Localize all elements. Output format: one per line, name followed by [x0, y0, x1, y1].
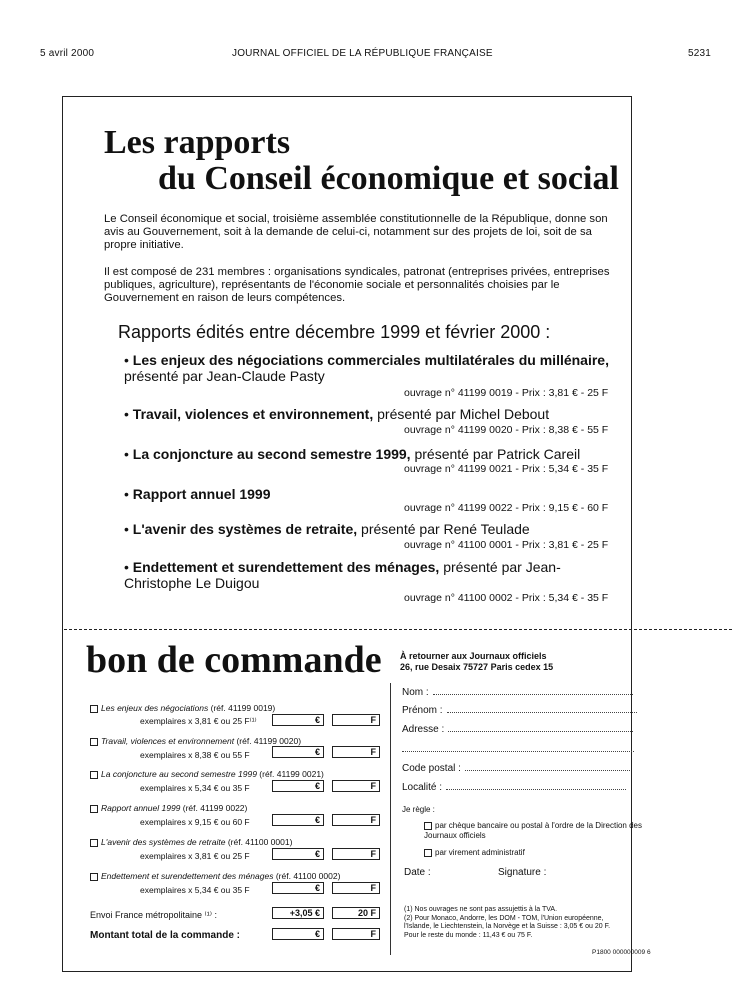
order-item-4[interactable]: Rapport annuel 1999 (réf. 41199 0022) — [90, 803, 247, 813]
checkbox[interactable] — [424, 822, 432, 830]
order-item-6[interactable]: Endettement et surendettement des ménages (réf. 41100 0002) — [90, 871, 340, 881]
postal-code-field[interactable]: Code postal : — [402, 763, 630, 774]
checkbox[interactable] — [424, 849, 432, 857]
report-item-4: • Rapport annuel 1999 — [124, 486, 271, 502]
checkbox[interactable] — [90, 771, 98, 779]
order-qty-label: exemplaires x 3,81 € ou 25 F — [140, 851, 250, 861]
address-line-2[interactable] — [402, 743, 634, 752]
shipping-euro: +3,05 € — [272, 907, 324, 919]
order-item-3[interactable]: La conjoncture au second semestre 1999 (réf. 41199 0021) — [90, 769, 324, 779]
amount-euro-field[interactable]: € — [272, 714, 324, 726]
checkbox[interactable] — [90, 805, 98, 813]
address-field[interactable]: Adresse : — [402, 724, 633, 735]
order-item-5[interactable]: L'avenir des systèmes de retraite (réf. 41100 0001) — [90, 837, 292, 847]
firstname-field[interactable]: Prénom : — [402, 705, 637, 716]
report-ref-4: ouvrage n° 41199 0022 - Prix : 9,15 € - 60 F — [404, 502, 609, 514]
header-page-number: 5231 — [688, 48, 712, 59]
report-presenter: présenté par Michel Debout — [373, 406, 550, 422]
order-form-title: bon de commande — [86, 639, 382, 681]
report-presenter: présenté par René Teulade — [357, 521, 530, 537]
order-qty-label: exemplaires x 5,34 € ou 35 F — [140, 885, 250, 895]
report-item-5: • L'avenir des systèmes de retraite, présenté par René Teulade — [124, 521, 530, 537]
intro-paragraph-2: Il est composé de 231 membres : organisations syndicales, patronat (entreprises privées, entreprises publiques, agriculture), représentants de l'économie sociale et personnalités choisies par le Gouvernement en raison de leurs compétences. — [104, 266, 610, 304]
order-item-1[interactable]: Les enjeux des négociations (réf. 41199 0019) — [90, 703, 275, 713]
report-ref-2: ouvrage n° 41199 0020 - Prix : 8,38 € - 55 F — [404, 424, 609, 436]
payment-cheque-option[interactable]: par chèque bancaire ou postal à l'ordre de la Direction des Journaux officiels — [424, 821, 642, 840]
amount-franc-field[interactable]: F — [332, 814, 380, 826]
return-address: À retourner aux Journaux officiels 26, rue Desaix 75727 Paris cedex 15 — [400, 651, 554, 672]
intro-paragraph-1: Le Conseil économique et social, troisième assemblée constitutionnelle de la République, donne son avis au Gouvernement, soit à la demande de celui-ci, notamment sur des projets de loi, soit de sa propre initiative. — [104, 213, 608, 251]
title-line-1: Les rapports — [104, 124, 291, 161]
report-presenter: présenté par Jean-Claude Pasty — [124, 368, 325, 384]
amount-euro-field[interactable]: € — [272, 814, 324, 826]
title-line-2: du Conseil économique et social — [158, 160, 619, 197]
shipping-franc: 20 F — [332, 907, 380, 919]
date-field[interactable]: Date : — [404, 867, 431, 878]
locality-field[interactable]: Localité : — [402, 782, 626, 793]
amount-euro-field[interactable]: € — [272, 882, 324, 894]
amount-franc-field[interactable]: F — [332, 746, 380, 758]
amount-franc-field[interactable]: F — [332, 714, 380, 726]
header-journal: JOURNAL OFFICIEL DE LA RÉPUBLIQUE FRANÇAISE — [232, 48, 493, 59]
report-ref-1: ouvrage n° 41199 0019 - Prix : 3,81 € - 25 F — [404, 387, 609, 399]
total-franc-field[interactable]: F — [332, 928, 380, 940]
report-title: L'avenir des systèmes de retraite, — [132, 521, 358, 537]
checkbox[interactable] — [90, 705, 98, 713]
payment-transfer-option[interactable]: par virement administratif — [424, 848, 525, 857]
report-presenter: présenté par Patrick Careil — [410, 446, 581, 462]
shipping-label: Envoi France métropolitaine ⁽¹⁾ : — [90, 910, 217, 920]
report-title: Les enjeux des négociations commerciales multilatérales du millénaire, — [132, 352, 609, 368]
amount-franc-field[interactable]: F — [332, 882, 380, 894]
amount-euro-field[interactable]: € — [272, 780, 324, 792]
report-item-2: • Travail, violences et environnement, présenté par Michel Debout — [124, 406, 550, 422]
order-qty-label: exemplaires x 5,34 € ou 35 F — [140, 783, 250, 793]
report-presenter: présenté par Jean-Christophe Le Duigou — [124, 559, 561, 591]
checkbox[interactable] — [90, 839, 98, 847]
total-label: Montant total de la commande : — [90, 930, 241, 941]
report-title: Endettement et surendettement des ménages, — [132, 559, 440, 575]
checkbox[interactable] — [90, 738, 98, 746]
report-ref-3: ouvrage n° 41199 0021 - Prix : 5,34 € - 35 F — [404, 463, 609, 475]
amount-franc-field[interactable]: F — [332, 780, 380, 792]
product-code: P1800 000000009 6 — [592, 949, 651, 956]
name-field[interactable]: Nom : — [402, 687, 633, 698]
order-qty-label: exemplaires x 9,15 € ou 60 F — [140, 817, 250, 827]
amount-euro-field[interactable]: € — [272, 848, 324, 860]
section-title: Rapports édités entre décembre 1999 et février 2000 : — [118, 322, 551, 342]
report-item-6: • Endettement et surendettement des ménages, présenté par Jean-Christophe Le Duigou — [124, 559, 561, 591]
report-title: Travail, violences et environnement, — [132, 406, 374, 422]
report-ref-5: ouvrage n° 41100 0001 - Prix : 3,81 € - 25 F — [404, 539, 609, 551]
checkbox[interactable] — [90, 873, 98, 881]
footnotes: (1) Nos ouvrages ne sont pas assujettis à la TVA. (2) Pour Monaco, Andorre, les DOM - TOM, l'Union européenne, l'Islande, le Liechtenstein, la Norvège et la Suisse : 3,05 € ou 20 F. Pour le reste du monde : 11,43 € ou 75 F. — [404, 906, 611, 939]
form-divider — [390, 683, 391, 955]
report-item-1: • Les enjeux des négociations commerciales multilatérales du millénaire, présenté par Jean-Claude Pasty — [124, 352, 609, 384]
report-title: La conjoncture au second semestre 1999, — [132, 446, 411, 462]
report-title: Rapport annuel 1999 — [132, 486, 271, 502]
amount-franc-field[interactable]: F — [332, 848, 380, 860]
report-ref-6: ouvrage n° 41100 0002 - Prix : 5,34 € - 35 F — [404, 592, 609, 604]
order-item-2[interactable]: Travail, violences et environnement (réf. 41199 0020) — [90, 736, 301, 746]
total-euro-field[interactable]: € — [272, 928, 324, 940]
header-date: 5 avril 2000 — [40, 48, 95, 59]
order-qty-label: exemplaires x 8,38 € ou 55 F — [140, 750, 250, 760]
order-qty-label: exemplaires x 3,81 € ou 25 F⁽¹⁾ — [140, 716, 257, 726]
amount-euro-field[interactable]: € — [272, 746, 324, 758]
report-item-3: • La conjoncture au second semestre 1999, présenté par Patrick Careil — [124, 446, 581, 462]
payment-label: Je règle : — [402, 805, 435, 814]
signature-field[interactable]: Signature : — [498, 867, 547, 878]
cut-line — [64, 629, 732, 630]
